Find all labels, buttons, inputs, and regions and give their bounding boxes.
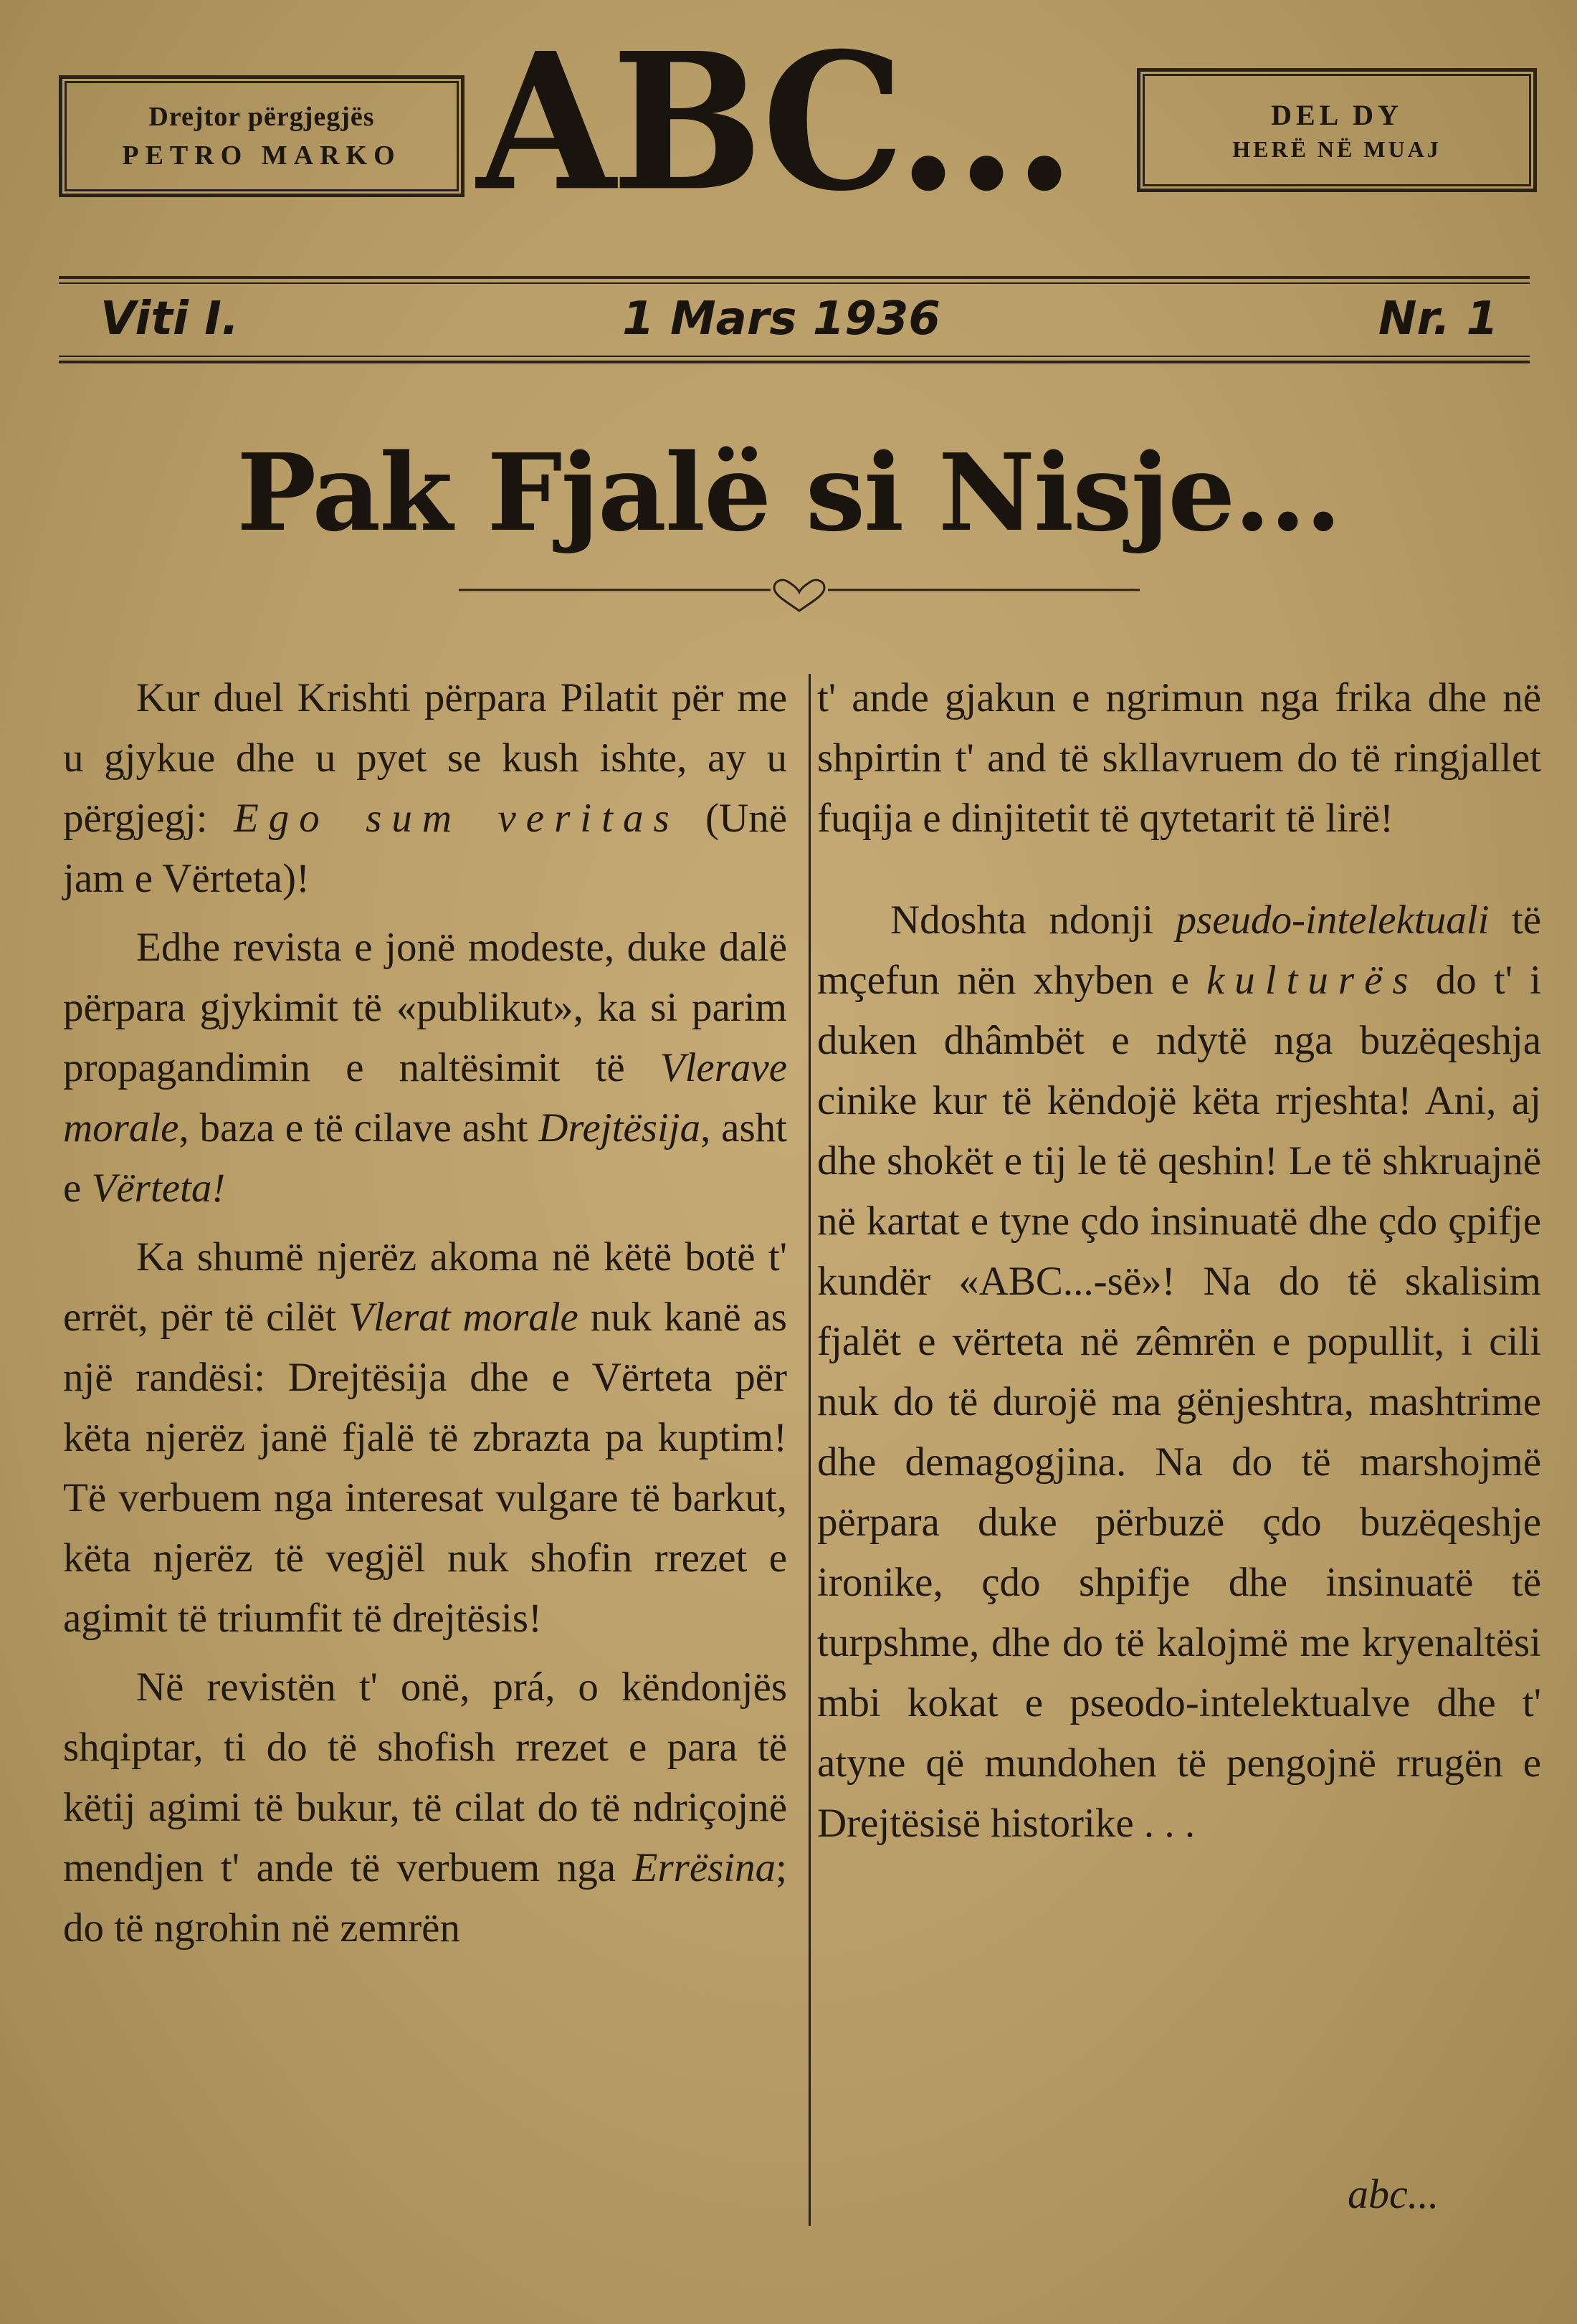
paragraph-4: Në revistën t' onë, prá, o këndonjës shqiptar, ti do të shofish rrezet e para të këtij agimi të bukur, të cilat do të ndriçojnë mendjen t' ande të verbuem nga Errësina; do të ngrohin në zemrën xyxy=(63,1665,787,1951)
article-signature: abc... xyxy=(1348,2171,1439,2217)
paragraph-5: t' ande gjakun e ngrimun nga frika dhe në shpirtin t' and të skllavruem do të ringjallet fuqija e dinjitetit të qytetarit të lirë! xyxy=(817,675,1541,841)
issue-date: 1 Mars 1936 xyxy=(622,292,940,346)
editor-box xyxy=(59,75,464,197)
heart-ornament-icon xyxy=(459,577,1140,613)
frequency-line-2: HERË NË MUAJ xyxy=(1232,135,1442,162)
article-headline: Pak Fjalë si Nisje... xyxy=(237,430,1340,555)
article-column-right xyxy=(817,668,1541,1854)
bottom-rule-thin xyxy=(59,356,1530,357)
editor-label: Drejtor përgjegjës xyxy=(148,102,375,132)
paragraph-1: Kur duel Krishti përpara Pilatit për me u gjykue dhe u pyet se kush ishte, ay u përgjegj: Ego sum veritas (Unë jam e Vërteta)! xyxy=(63,675,787,901)
column-divider xyxy=(809,674,811,2226)
paragraph-6: Ndoshta ndonji pseudo-intelektuali të mçefun nën xhyben e kulturës do t' i duken dhâmbët e ndytë nga buzëqeshja cinike kur të këndojë këta rrjeshta! Ani, aj dhe shokët e tij le të qeshin! Le të shkruajnë në kartat e tyne çdo insinuatë dhe çdo çpifje kundër «ABC...-së»! Na do të skalisim fjalët e vërteta në zêmrën e popullit, i cili nuk do të durojë ma gënjeshtra, mashtrime dhe demagogjina. Na do të marshojmë përpara duke përbuzë çdo buzëqeshje ironike, çdo shpifje dhe insinuatë të turpshme, dhe do të kalojmë me kryenaltësi mbi kokat e pseodo-intelektualve dhe t' atyne që mundohen të pengojnë rrugën e Drejtësisë historike . . . xyxy=(817,897,1541,1846)
paragraph-3: Ka shumë njerëz akoma në këtë botë t' errët, për të cilët Vlerat morale nuk kanë as një randësi: Drejtësija dhe e Vërteta për këta njerëz janë fjalë të zbrazta pa kuptim! Të verbuem nga interesat vulgare të barkut, këta njerëz të vegjël nuk shofin rrezet e agimit të triumfit të drejtësis! xyxy=(63,1234,787,1641)
volume-year: Viti I. xyxy=(100,292,239,346)
frequency-box xyxy=(1137,68,1537,192)
top-rule-thin xyxy=(59,282,1530,284)
top-rule xyxy=(59,276,1530,279)
editor-name: PETRO MARKO xyxy=(122,141,401,171)
paragraph-2: Edhe revista e jonë modeste, duke dalë përpara gjykimit të «publikut», ka si parim propagandimin e naltësimit të Vlerave morale, baza e të cilave asht Drejtësija, asht e Vërteta! xyxy=(63,925,787,1211)
article-column-left xyxy=(63,668,787,1958)
issue-number: Nr. 1 xyxy=(1378,292,1498,346)
bottom-rule xyxy=(59,361,1530,363)
frequency-line-1: DEL DY xyxy=(1271,98,1403,131)
masthead-title: ABC... xyxy=(477,11,1072,233)
